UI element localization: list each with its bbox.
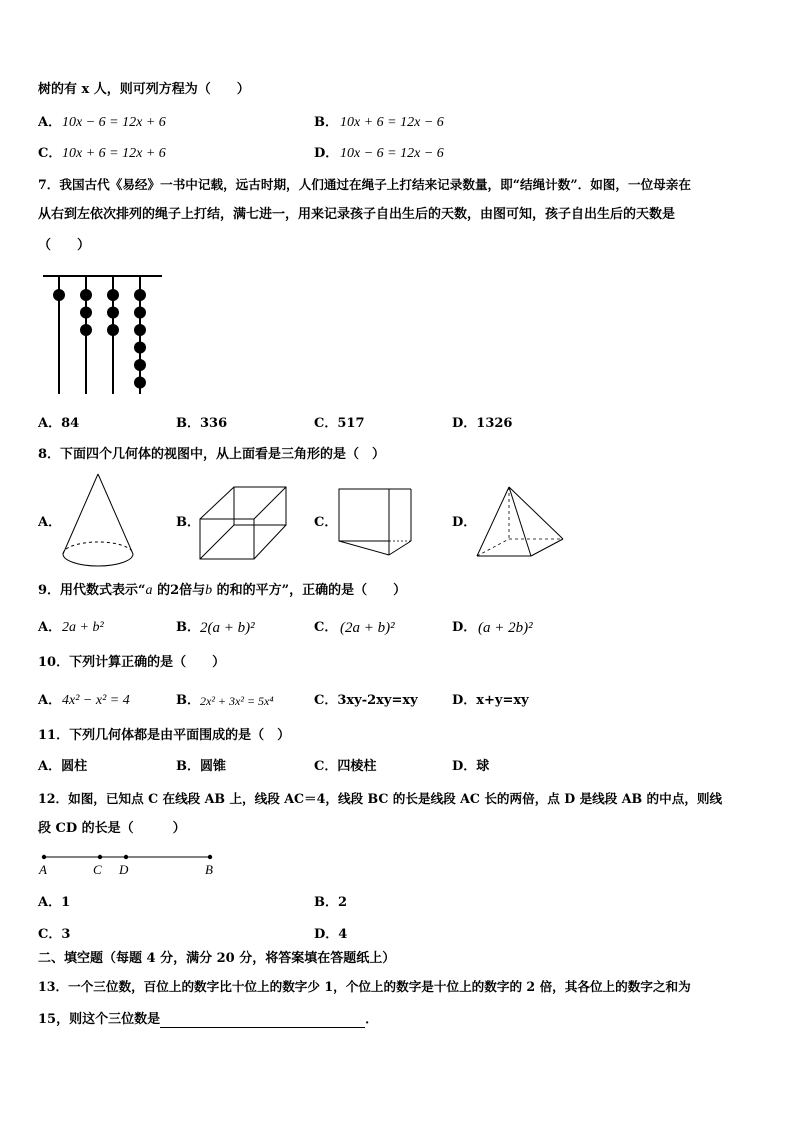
knotted-ropes-figure [40,272,170,398]
q9-option-a-expr: 2a + b² [62,620,104,635]
knot [80,289,92,301]
q9-option-d-expr: (a + 2b)² [478,620,533,636]
q10-option-a-label: A． [38,693,62,708]
knot [107,324,119,336]
knot [80,307,92,319]
q9-option-b-label: B． [176,620,200,635]
label-c: C [93,862,102,877]
triangular-prism-icon [336,485,416,559]
q8-option-d-label: D． [452,515,477,530]
q11-option-b: B．圆锥 [176,759,227,774]
q6-option-a-expr: 10x − 6 = 12x + 6 [62,115,166,130]
knot [107,307,119,319]
q10-stem: 10．下列计算正确的是（ ） [38,655,226,670]
knot [134,377,146,389]
q6-option-c-label: C． [38,146,62,161]
q12-stem-line1: 12．如图，已知点 C 在线段 AB 上，线段 AC＝4，线段 BC 的长是线段 AC 长的两倍，点 D 是线段 AB 的中点，则线 [38,791,723,806]
q6-option-d-label: D． [314,146,339,161]
cuboid-icon [198,485,290,563]
point-d [124,855,128,859]
point-c [98,855,102,859]
label-a: A [39,862,47,877]
knot [134,289,146,301]
q12-option-d: D．4 [314,927,348,942]
knot [107,289,119,301]
point-a [42,855,46,859]
q12-option-a: A．1 [38,895,71,910]
q13-stem-line2: 15，则这个三位数是 ． [38,1012,379,1027]
knot [53,289,65,301]
q6-option-b-expr: 10x + 6 = 12x − 6 [340,115,444,130]
q9-option-c-label: C． [314,620,338,635]
q8-option-c-label: C． [314,515,338,530]
label-b: B [205,862,213,877]
q7-stem-line2: 从右到左依次排列的绳子上打结，满七进一，用来记录孩子自出生后的天数，由图可知，孩子自出生后的天数是 [38,207,676,222]
q10-option-b-expr: 2x² + 3x² = 5x⁴ [200,694,274,708]
q6-option-a-label: A． [38,115,62,130]
q11-option-c: C．四棱柱 [314,759,377,774]
q7-stem-line1: 7．我国古代《易经》一书中记载，远古时期，人们通过在绳子上打结来记录数量，即“结绳计数”．如图，一位母亲在 [38,177,691,192]
q12-option-b: B．2 [314,895,348,910]
q10-option-d: D．x+y=xy [452,693,529,708]
q7-option-a: A．84 [38,416,80,431]
knot [134,342,146,354]
q12-stem-line2: 段 CD 的长是（ ） [38,821,186,836]
q8-option-b-label: B． [176,515,200,530]
knot [134,359,146,371]
q7-option-d: D．1326 [452,416,513,431]
q10-option-b-label: B． [176,693,200,708]
q11-option-a: A．圆柱 [38,759,88,774]
q13-stem-line1: 13．一个三位数，百位上的数字比十位上的数字少 1，个位上的数字是十位上的数字的 2 倍，其各位上的数字之和为 [38,979,691,994]
q8-option-a-label: A． [38,515,62,530]
cone-icon [60,472,140,576]
q7-option-c: C．517 [314,416,365,431]
label-d: D [119,862,129,877]
q11-stem: 11．下列几何体都是由平面围成的是（ ） [38,728,291,743]
q9-option-a-label: A． [38,620,62,635]
q12-option-c: C．3 [38,927,71,942]
q10-option-c: C．3xy-2xy=xy [314,693,418,708]
q6-option-c-expr: 10x + 6 = 12x + 6 [62,146,166,161]
knot [134,324,146,336]
q9-option-b-expr: 2(a + b)² [200,620,255,636]
q6-option-b-label: B． [314,115,338,130]
q9-option-c-expr: (2a + b)² [340,620,395,636]
section-heading-fill-in: 二、填空题（每题 4 分，满分 20 分，将答案填在答题纸上） [38,951,396,966]
q11-option-d: D．球 [452,759,490,774]
knot [134,307,146,319]
q7-option-b: B．336 [176,416,228,431]
pyramid-icon [475,484,567,560]
segment-figure [36,850,226,880]
q7-stem-line3: （ ） [38,238,91,253]
q6-stem-tail: 树的有 x 人，则可列方程为（ ） [38,82,250,97]
q9-option-d-label: D． [452,620,477,635]
point-b [208,855,212,859]
q8-stem: 8．下面四个几何体的视图中，从上面看是三角形的是（ ） [38,447,386,462]
q9-stem: 9．用代数式表示“a 的2倍与b 的和的平方”，正确的是（ ） [38,583,407,598]
knot [80,324,92,336]
q6-option-d-expr: 10x − 6 = 12x − 6 [340,146,444,161]
q10-option-a-expr: 4x² − x² = 4 [62,693,130,708]
answer-blank[interactable] [160,1015,365,1028]
